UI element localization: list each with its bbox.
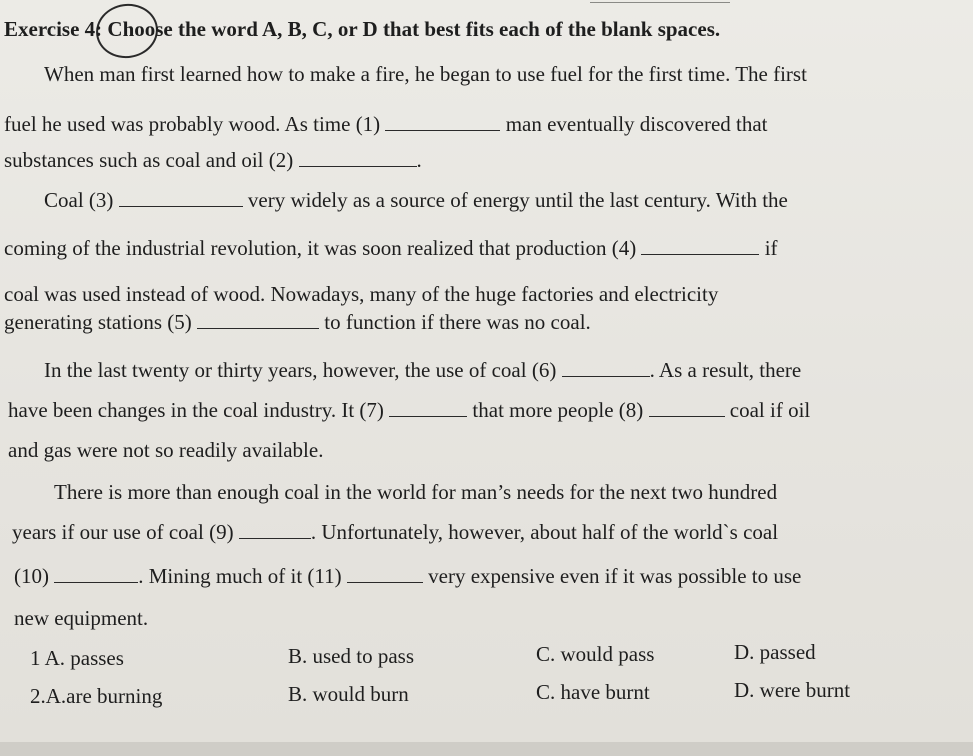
q1-option-a[interactable]: 1 A. passes [30,646,124,670]
line-text: . As a result, there [649,358,802,382]
line-text: There is more than enough coal in the world for man’s needs for the next two hundred [54,480,778,504]
passage-line-8 [44,358,801,382]
line-text: fuel he used was probably wood. As time (1) [4,112,381,136]
passage-line-13 [14,564,801,588]
line-text: new equipment. [14,606,149,630]
blank-9[interactable] [239,520,311,539]
line-text: coming of the industrial revolution, it was soon realized that production (4) [4,236,637,260]
q2-option-a[interactable]: 2.A.are burning [30,684,163,708]
passage-line-1 [44,62,807,86]
line-text: years if our use of coal (9) [12,520,234,544]
passage-line-2 [4,112,768,136]
blank-2[interactable] [299,148,417,167]
line-text: (10) [14,564,49,588]
blank-6[interactable] [562,358,650,377]
blank-8[interactable] [649,398,725,417]
q1-option-c[interactable]: C. would pass [536,642,655,666]
passage-line-12 [12,520,778,544]
passage-line-6 [4,282,718,306]
q2-option-c[interactable]: C. have burnt [536,680,650,704]
q2-option-b[interactable]: B. would burn [288,682,409,706]
blank-7[interactable] [389,398,467,417]
blank-3[interactable] [119,188,243,207]
blank-10[interactable] [54,564,138,583]
top-rule [590,2,730,3]
exercise-title: Exercise 4: Choose the word A, B, C, or D that best fits each of the blank spaces. [4,17,721,41]
blank-5[interactable] [197,310,319,329]
line-text: very expensive even if it was possible to use [428,564,802,588]
line-text: coal if oil [729,398,811,422]
line-text: very widely as a source of energy until the last century. With the [247,188,788,212]
line-text: Coal (3) [44,188,114,212]
q1-option-b[interactable]: B. used to pass [288,644,414,668]
line-text: have been changes in the coal industry. It (7) [8,398,384,422]
passage-line-9 [8,398,810,422]
q1-option-d[interactable]: D. passed [734,640,816,664]
passage-line-4 [44,188,788,212]
line-text: that more people (8) [472,398,644,422]
passage-line-11 [54,480,777,504]
line-text: . [416,148,422,172]
line-text: and gas were not so readily available. [8,438,324,462]
passage-line-3 [4,148,422,172]
passage-line-14 [14,606,148,630]
line-text: generating stations (5) [4,310,192,334]
line-text: man eventually discovered that [505,112,768,136]
line-text: if [764,236,778,260]
line-text: coal was used instead of wood. Nowadays, many of the huge factories and electricity [4,282,719,306]
line-text: substances such as coal and oil (2) [4,148,294,172]
q2-option-d[interactable]: D. were burnt [734,678,851,702]
passage-line-7 [4,310,591,334]
blank-1[interactable] [385,112,500,131]
blank-4[interactable] [641,236,759,255]
passage-line-10 [8,438,323,462]
line-text: When man first learned how to make a fire, he began to use fuel for the first time. The first [44,62,807,86]
blank-11[interactable] [347,564,423,583]
line-text: . Mining much of it (11) [138,564,342,588]
page-bottom-edge [0,742,973,756]
passage-line-5 [4,236,778,260]
line-text: . Unfortunately, however, about half of the world`s coal [310,520,779,544]
line-text: In the last twenty or thirty years, however, the use of coal (6) [44,358,557,382]
line-text: to function if there was no coal. [324,310,591,334]
